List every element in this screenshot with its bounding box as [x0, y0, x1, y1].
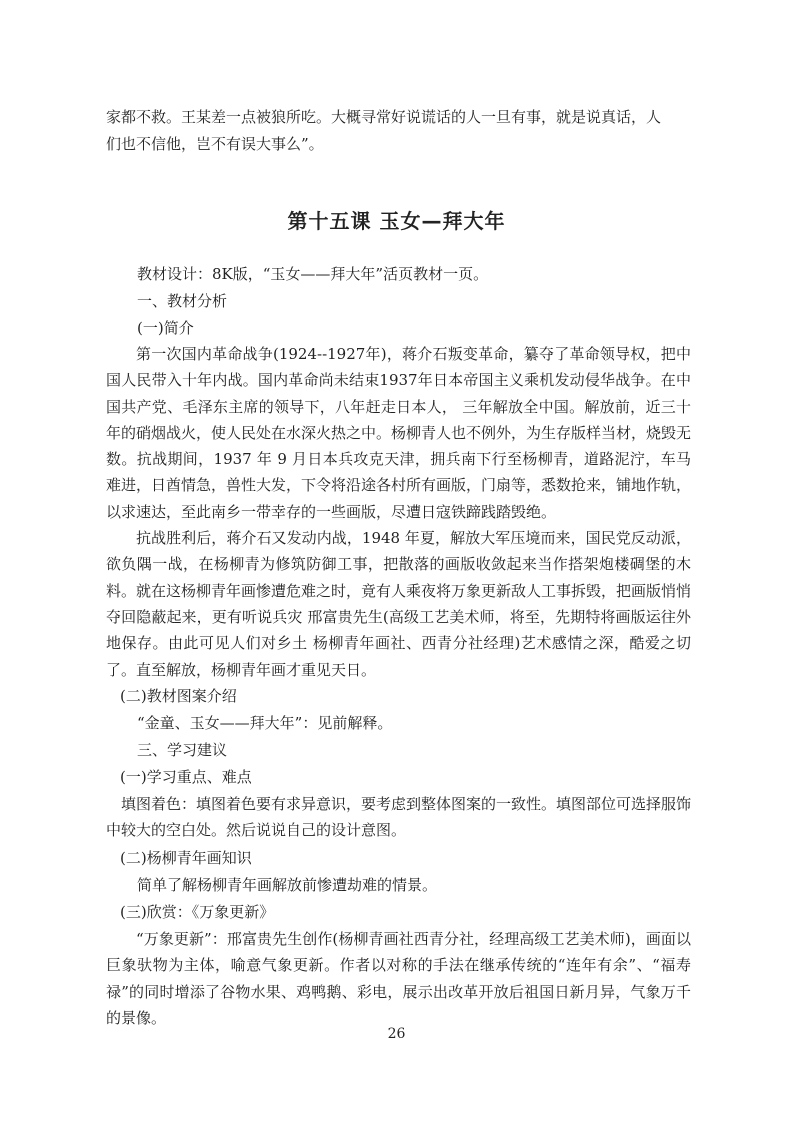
intro-body — [106, 341, 691, 683]
subsection-appreciation-text: “万象更新”：邢富贵先生创作(杨柳青画社西青分社，经理高级工艺美术师)，画面以巨象驮物为主体，喻意气象更新。作者以对称的手法在继承传统的“连年有余”、“福寿禄”的同时增添了谷物水果、鸡鸭鹅、彩电，展示出改革开放后祖国日新月异，气象万千的景像。 — [106, 930, 691, 1027]
subsection-focus-heading: (一)学习重点、难点 — [120, 768, 252, 786]
subsection-focus-body — [106, 791, 691, 844]
intro-paragraph-2: 抗战胜利后，蒋介石又发动内战，1948 年夏，解放大军压境而来，国民党反动派，欲负隅一战，在杨柳青为修筑防御工事，把散落的画版收敛起来当作搭架炮楼碉堡的木料。就在这杨柳青年画惨遭危难之时，竟有人乘夜将万象更新敌人工事拆毁，把画版悄悄夺回隐蔽起来，更有听说兵灾 邢富贵先生(高级工艺美术师，将至，先期特将画版运往外地保存。由此可见人们对乡土 杨柳青年画社、西青分社经理)艺术感情之深，酷爱之切了。直至解放，杨柳青年画才重见天日。 — [106, 529, 692, 679]
continuation-line-2: 们也不信他，岂不有误大事么”。 — [106, 135, 324, 153]
subsection-knowledge-text: 简单了解杨柳青年画解放前惨遭劫难的情景。 — [137, 876, 438, 894]
page-number: 26 — [387, 1026, 406, 1042]
subsection-appreciation-body — [106, 926, 691, 1031]
subsection-knowledge-heading: (二)杨柳青年画知识 — [120, 849, 252, 867]
continuation-line-1: 家都不救。王某差一点被狼所吃。大概寻常好说谎话的人一旦有事，就是说真话，人 — [106, 108, 662, 126]
subsection-appreciation-heading: (三)欣赏：《万象更新》 — [120, 903, 275, 921]
section-3-heading: 三、学习建议 — [137, 741, 228, 759]
subsection-focus-text: 填图着色：填图着色要有求异意识，要考虑到整体图案的一致性。填图部位可选择服饰中较大的空白处。然后说说自己的设计意图。 — [106, 795, 692, 840]
subsection-intro-heading: (一)简介 — [137, 319, 194, 337]
subsection-pattern-text: “金童、玉女——拜大年”：见前解释。 — [137, 714, 393, 732]
material-design: 教材设计：8K版，“玉女——拜大年”活页教材一页。 — [137, 265, 489, 283]
lesson-title: 第十五课 玉女—拜大年 — [287, 209, 506, 233]
intro-paragraph-1: 第一次国内革命战争(1924--1927年)，蒋介石叛变革命，纂夺了革命领导权，把中国人民带入十年内战。国内革命尚未结束1937年日本帝国主义乘机发动侵华战争。在中国共产党、毛泽东主席的领导下，八年赶走日本人， 三年解放全中国。解放前，近三十年的硝烟战火，使人民处在水深火热之中。杨柳青人也不例外，为生存版样当材，烧毁无数。抗战期间，1937 年 9 月日本兵攻克天津，拥兵南下行至杨柳青，道路泥泞，车马难进，日酋情急，兽性大发，下令将沿途各村所有画版，门扇等，悉数抢来，铺地作轨，以求速达，至此南乡一带幸存的一些画版，尽遭日寇铁蹄践踏毁绝。 — [106, 345, 692, 521]
subsection-pattern-heading: (二)教材图案介绍 — [120, 687, 237, 705]
section-1-heading: 一、教材分析 — [137, 292, 228, 310]
